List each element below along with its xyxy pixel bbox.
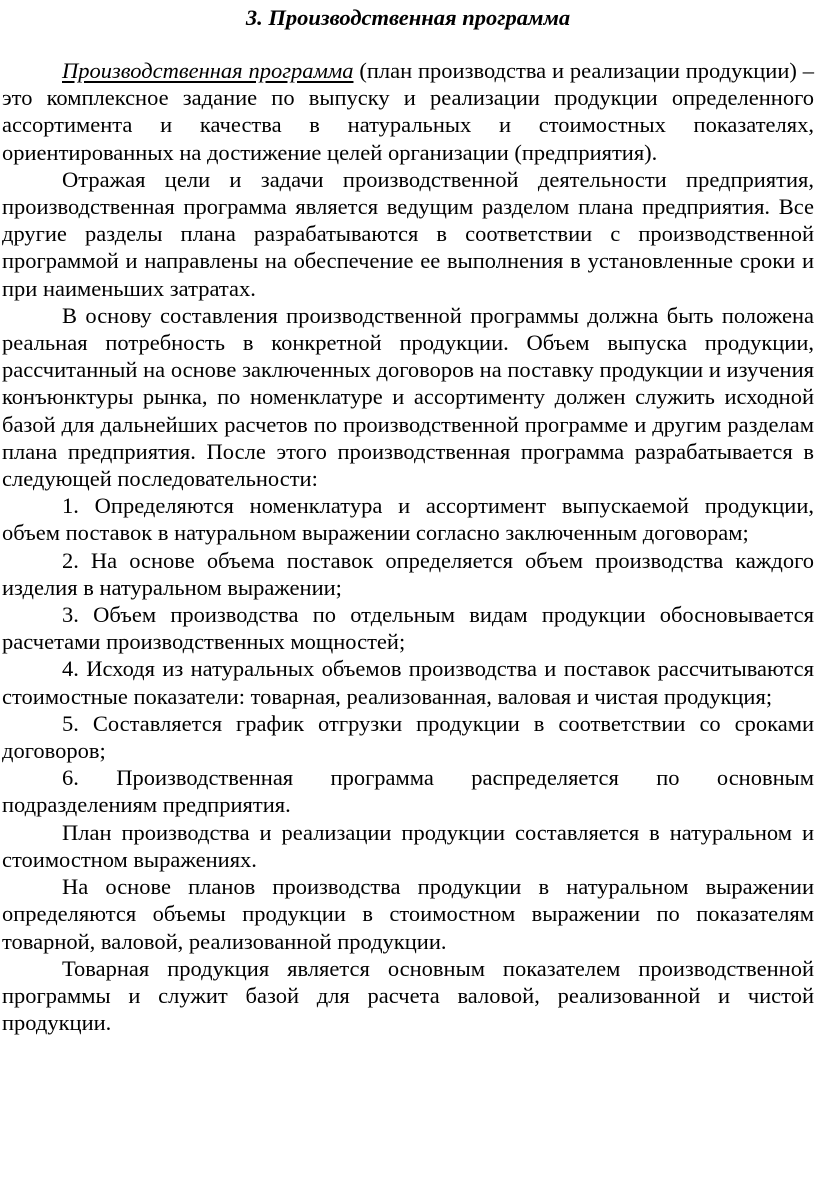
definition-paragraph (2, 57, 814, 166)
defined-term: Производственная программа (62, 58, 354, 83)
step-item: 6. Производственная программа распределяется по основным подразделениям предприятия. (2, 765, 814, 818)
step-item: 1. Определяются номенклатура и ассортимент выпускаемой продукции, объем поставок в натуральном выражении согласно заключенным договорам; (2, 493, 814, 546)
step-item: 3. Объем производства по отдельным видам продукции обосновывается расчетами производственных мощностей; (2, 602, 814, 655)
body-paragraph: В основу составления производственной программы должна быть положена реальная потребность в конкретной продукции. Объем выпуска продукции, рассчитанный на основе заключенных договоров на поставку продукции и изучения конъюнктуры рынка, по номенклатуре и ассортименту должен служить исходной базой для дальнейших расчетов по производственной программе и другим разделам плана предприятия. После этого производственная программа разрабатывается в следующей последовательности: (2, 302, 814, 492)
step-item: 5. Составляется график отгрузки продукции в соответствии со сроками договоров; (2, 710, 814, 764)
body-paragraph: План производства и реализации продукции составляется в натуральном и стоимостном выражениях. (2, 819, 814, 872)
body-paragraph: Отражая цели и задачи производственной деятельности предприятия, производственная программа является ведущим разделом плана предприятия. Все другие разделы плана разрабатываются в соответствии с производственной программой и направлены на обеспечение ее выполнения в установленные сроки и при наименьших затратах. (2, 166, 814, 301)
definition-text: (план производства и реализации продукции) – это комплексное задание по выпуску и реализации продукции определенного ассортимента и качества в натуральных и стоимостных показателях, ориентированных на достижение целей организации (предприятия). (2, 58, 814, 165)
section-title: 3. Производственная программа (245, 5, 571, 30)
step-item: 4. Исходя из натуральных объемов производства и поставок рассчитываются стоимостные показатели: товарная, реализованная, валовая и чистая продукция; (2, 656, 814, 709)
step-item: 2. На основе объема поставок определяется объем производства каждого изделия в натуральном выражении; (2, 547, 814, 600)
body-paragraph: На основе планов производства продукции в натуральном выражении определяются объемы продукции в стоимостном выражении по показателям товарной, валовой, реализованной продукции. (2, 874, 814, 954)
body-paragraph: Товарная продукция является основным показателем производственной программы и служит базой для расчета валовой, реализованной и чистой продукции. (2, 955, 814, 1036)
